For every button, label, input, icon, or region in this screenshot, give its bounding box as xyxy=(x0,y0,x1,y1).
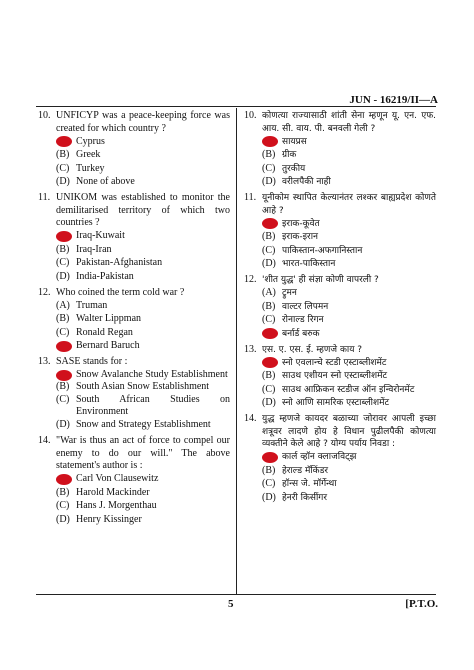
option-label: (B) xyxy=(56,243,70,255)
option-label: (D) xyxy=(262,397,276,408)
answer-option[interactable] xyxy=(38,486,230,500)
option-label: (D) xyxy=(56,176,70,187)
answer-option[interactable] xyxy=(38,369,230,382)
question-number: 13. xyxy=(244,343,257,355)
option-label: (C) xyxy=(262,383,276,395)
answer-option[interactable] xyxy=(38,270,230,284)
option-label: (A) xyxy=(56,299,70,311)
option-label: (B) xyxy=(262,231,276,242)
option-label: (C) xyxy=(56,500,70,511)
marked-answer-bubble xyxy=(262,452,278,463)
option-label: (B) xyxy=(56,486,70,498)
answer-option[interactable] xyxy=(38,419,230,433)
pto-label: [P.T.O. xyxy=(405,598,438,610)
answer-option[interactable] xyxy=(244,451,436,465)
answer-option[interactable] xyxy=(244,287,436,301)
option-label: (C) xyxy=(56,257,70,268)
option-label: (C) xyxy=(56,162,70,174)
answer-option[interactable] xyxy=(38,176,230,190)
option-text: सायप्रस xyxy=(282,136,307,147)
option-text: बर्नार्ड बरुक xyxy=(282,328,320,339)
answer-option[interactable] xyxy=(244,244,436,258)
question-number: 11. xyxy=(38,192,51,203)
option-text: कार्ल व्हॉन क्लाजविट्झ xyxy=(282,452,357,462)
option-text: South African Studies on Environment xyxy=(76,393,230,417)
option-label: (D) xyxy=(262,176,276,187)
question-text: Who coined the term cold war ? xyxy=(56,286,185,298)
answer-option[interactable] xyxy=(38,513,230,527)
option-text: Turkey xyxy=(76,162,105,174)
question-text: UNIKOM was established to monitor the demilitarised territory of which two countries ? xyxy=(56,192,230,228)
option-label: (B) xyxy=(262,370,276,381)
question-text: यूनीकोम स्थापित केल्यानंतर लश्कर बाह्यप्रदेश कोणते आहे ? xyxy=(262,193,436,216)
option-text: Henry Kissinger xyxy=(76,513,142,525)
question-number: 11. xyxy=(244,192,257,203)
option-text: Ronald Regan xyxy=(76,326,133,338)
option-text: साउथ एशीयन स्नो एस्टाब्लीशमेंट xyxy=(282,371,388,381)
column-divider xyxy=(236,108,237,594)
option-text: Truman xyxy=(76,299,108,311)
paper-code: JUN - 16219/II—A xyxy=(349,94,438,106)
option-text: हेराल्ड मॅकिंडर xyxy=(282,465,329,476)
option-label: (B) xyxy=(262,464,276,476)
option-text: पाकिस्तान-अफगानिस्तान xyxy=(282,245,363,256)
answer-option[interactable] xyxy=(38,473,230,487)
marathi-column xyxy=(244,110,436,508)
answer-option[interactable] xyxy=(244,370,436,384)
option-label: (C) xyxy=(262,478,276,489)
answer-option[interactable] xyxy=(244,356,436,370)
marked-answer-bubble xyxy=(56,341,72,352)
option-text: वाल्टर लिपमन xyxy=(282,301,329,312)
answer-option[interactable] xyxy=(244,300,436,314)
question-11 xyxy=(244,192,436,271)
answer-option[interactable] xyxy=(244,149,436,163)
question-text: 'शीत युद्ध' ही संज्ञा कोणी वापरली ? xyxy=(262,275,379,285)
option-text: वरीलपैकी नाही xyxy=(282,177,331,187)
option-text: रोनाल्ड रिगन xyxy=(282,315,324,325)
question-14 xyxy=(244,413,436,505)
answer-option[interactable] xyxy=(38,326,230,340)
question-text: SASE stands for : xyxy=(56,356,128,367)
marked-answer-bubble xyxy=(56,474,72,485)
option-text: इराक-कूवेत xyxy=(282,218,320,229)
question-14 xyxy=(38,435,230,527)
answer-option[interactable] xyxy=(38,381,230,394)
answer-option[interactable] xyxy=(38,149,230,163)
option-text: Iraq-Kuwait xyxy=(76,230,125,241)
option-label: (C) xyxy=(262,244,276,256)
question-text: एस. ए. एस. ई. म्हणजे काय ? xyxy=(262,344,363,355)
option-text: Snow Avalanche Study Establishment xyxy=(76,368,228,380)
option-text: None of above xyxy=(76,176,135,187)
option-text: Carl Von Clausewitz xyxy=(76,473,159,484)
option-text: Hans J. Morgenthau xyxy=(76,500,157,511)
page-number: 5 xyxy=(228,598,234,610)
question-text: युद्ध म्हणजे कायदर बळाच्या जोरावर आपली इच्छा शत्रूवर लादणे होय हे विधान पुढीलपैकी कोणत्या व्यक्तीने केले आहे ? योग्य पर्याय निवडा : xyxy=(262,414,436,449)
answer-option[interactable] xyxy=(244,176,436,190)
question-text: UNFICYP was a peace-keeping force was created for which country ? xyxy=(56,110,230,134)
marked-answer-bubble xyxy=(262,357,278,368)
question-13 xyxy=(244,344,436,411)
answer-option[interactable] xyxy=(38,394,230,419)
question-number: 14. xyxy=(38,435,51,446)
answer-option[interactable] xyxy=(244,314,436,328)
option-text: हेनरी किसींगर xyxy=(282,492,328,503)
option-text: Snow and Strategy Establishment xyxy=(76,419,211,430)
option-label: (C) xyxy=(262,162,276,174)
answer-option[interactable] xyxy=(38,340,230,354)
marked-answer-bubble xyxy=(262,218,278,229)
question-12 xyxy=(244,274,436,341)
question-number: 13. xyxy=(38,356,51,367)
option-text: India-Pakistan xyxy=(76,270,134,282)
option-text: इराक-इरान xyxy=(282,232,319,242)
answer-option[interactable] xyxy=(38,230,230,244)
option-label: (D) xyxy=(56,270,70,282)
question-text: "War is thus an act of force to compel our enemy to do our will." The above statement's author is : xyxy=(56,435,230,471)
answer-option[interactable] xyxy=(38,299,230,313)
top-rule xyxy=(36,106,436,107)
answer-option[interactable] xyxy=(244,491,436,505)
english-column xyxy=(38,110,230,530)
option-text: Greek xyxy=(76,149,101,160)
option-text: Iraq-Iran xyxy=(76,243,112,255)
option-label: (D) xyxy=(262,491,276,503)
marked-answer-bubble xyxy=(262,328,278,339)
marked-answer-bubble xyxy=(262,136,278,147)
option-label: (D) xyxy=(56,513,70,525)
question-number: 12. xyxy=(244,274,257,285)
option-label: (B) xyxy=(262,149,276,160)
option-label: (C) xyxy=(56,393,70,405)
question-10 xyxy=(38,110,230,189)
question-13 xyxy=(38,356,230,432)
option-text: ग्रीक xyxy=(282,150,297,160)
question-11 xyxy=(38,192,230,284)
option-label: (A) xyxy=(262,287,276,298)
option-text: स्नो एवलान्चे स्टडी एस्टाब्लीशमेंट xyxy=(282,357,387,368)
option-text: स्नो आणि सामरिक एस्टाब्लीशमेंट xyxy=(282,398,390,408)
answer-option[interactable] xyxy=(244,464,436,478)
answer-option[interactable] xyxy=(38,313,230,327)
answer-option[interactable] xyxy=(244,478,436,492)
question-text: कोणत्या राज्यासाठी शांती सेना म्हणून यू. एन. एफ. आय. सी. वाय. पी. बनवली गेली ? xyxy=(262,111,436,134)
option-text: तुरकीय xyxy=(282,163,306,174)
answer-option[interactable] xyxy=(244,383,436,397)
answer-option[interactable] xyxy=(244,258,436,272)
option-text: Bernard Baruch xyxy=(76,340,140,351)
answer-option[interactable] xyxy=(38,500,230,514)
option-label: (B) xyxy=(262,300,276,312)
option-label: (C) xyxy=(56,326,70,338)
option-text: South Asian Snow Establishment xyxy=(76,381,210,392)
question-number: 10. xyxy=(244,110,257,121)
answer-option[interactable] xyxy=(244,231,436,245)
question-12 xyxy=(38,287,230,354)
option-text: Pakistan-Afghanistan xyxy=(76,257,163,268)
question-number: 14. xyxy=(244,413,257,424)
option-label: (B) xyxy=(56,149,70,160)
question-number: 10. xyxy=(38,110,51,121)
option-label: (C) xyxy=(262,314,276,325)
marked-answer-bubble xyxy=(56,370,72,381)
option-text: Walter Lippman xyxy=(76,313,142,324)
answer-option[interactable] xyxy=(38,162,230,176)
option-text: साउथ आफ्रिकन स्टडीज ऑन इन्विरोनमेंट xyxy=(282,384,415,395)
marked-answer-bubble xyxy=(56,136,72,147)
marked-answer-bubble xyxy=(56,231,72,242)
answer-option[interactable] xyxy=(244,162,436,176)
option-text: Cyprus xyxy=(76,135,105,147)
option-label: (D) xyxy=(262,258,276,269)
bottom-rule xyxy=(36,594,436,595)
option-text: ट्रुमन xyxy=(282,288,297,298)
answer-option[interactable] xyxy=(38,257,230,271)
answer-option[interactable] xyxy=(244,135,436,149)
question-number: 12. xyxy=(38,286,51,298)
answer-option[interactable] xyxy=(244,327,436,341)
option-text: हॉन्स जे. मॉर्गेन्था xyxy=(282,479,337,489)
option-text: Harold Mackinder xyxy=(76,486,150,498)
question-10 xyxy=(244,110,436,189)
option-text: भारत-पाकिस्तान xyxy=(282,259,336,269)
answer-option[interactable] xyxy=(244,397,436,411)
option-label: (B) xyxy=(56,313,70,324)
option-label: (B) xyxy=(56,381,70,392)
answer-option[interactable] xyxy=(38,135,230,149)
answer-option[interactable] xyxy=(244,217,436,231)
answer-option[interactable] xyxy=(38,243,230,257)
option-label: (D) xyxy=(56,419,70,430)
